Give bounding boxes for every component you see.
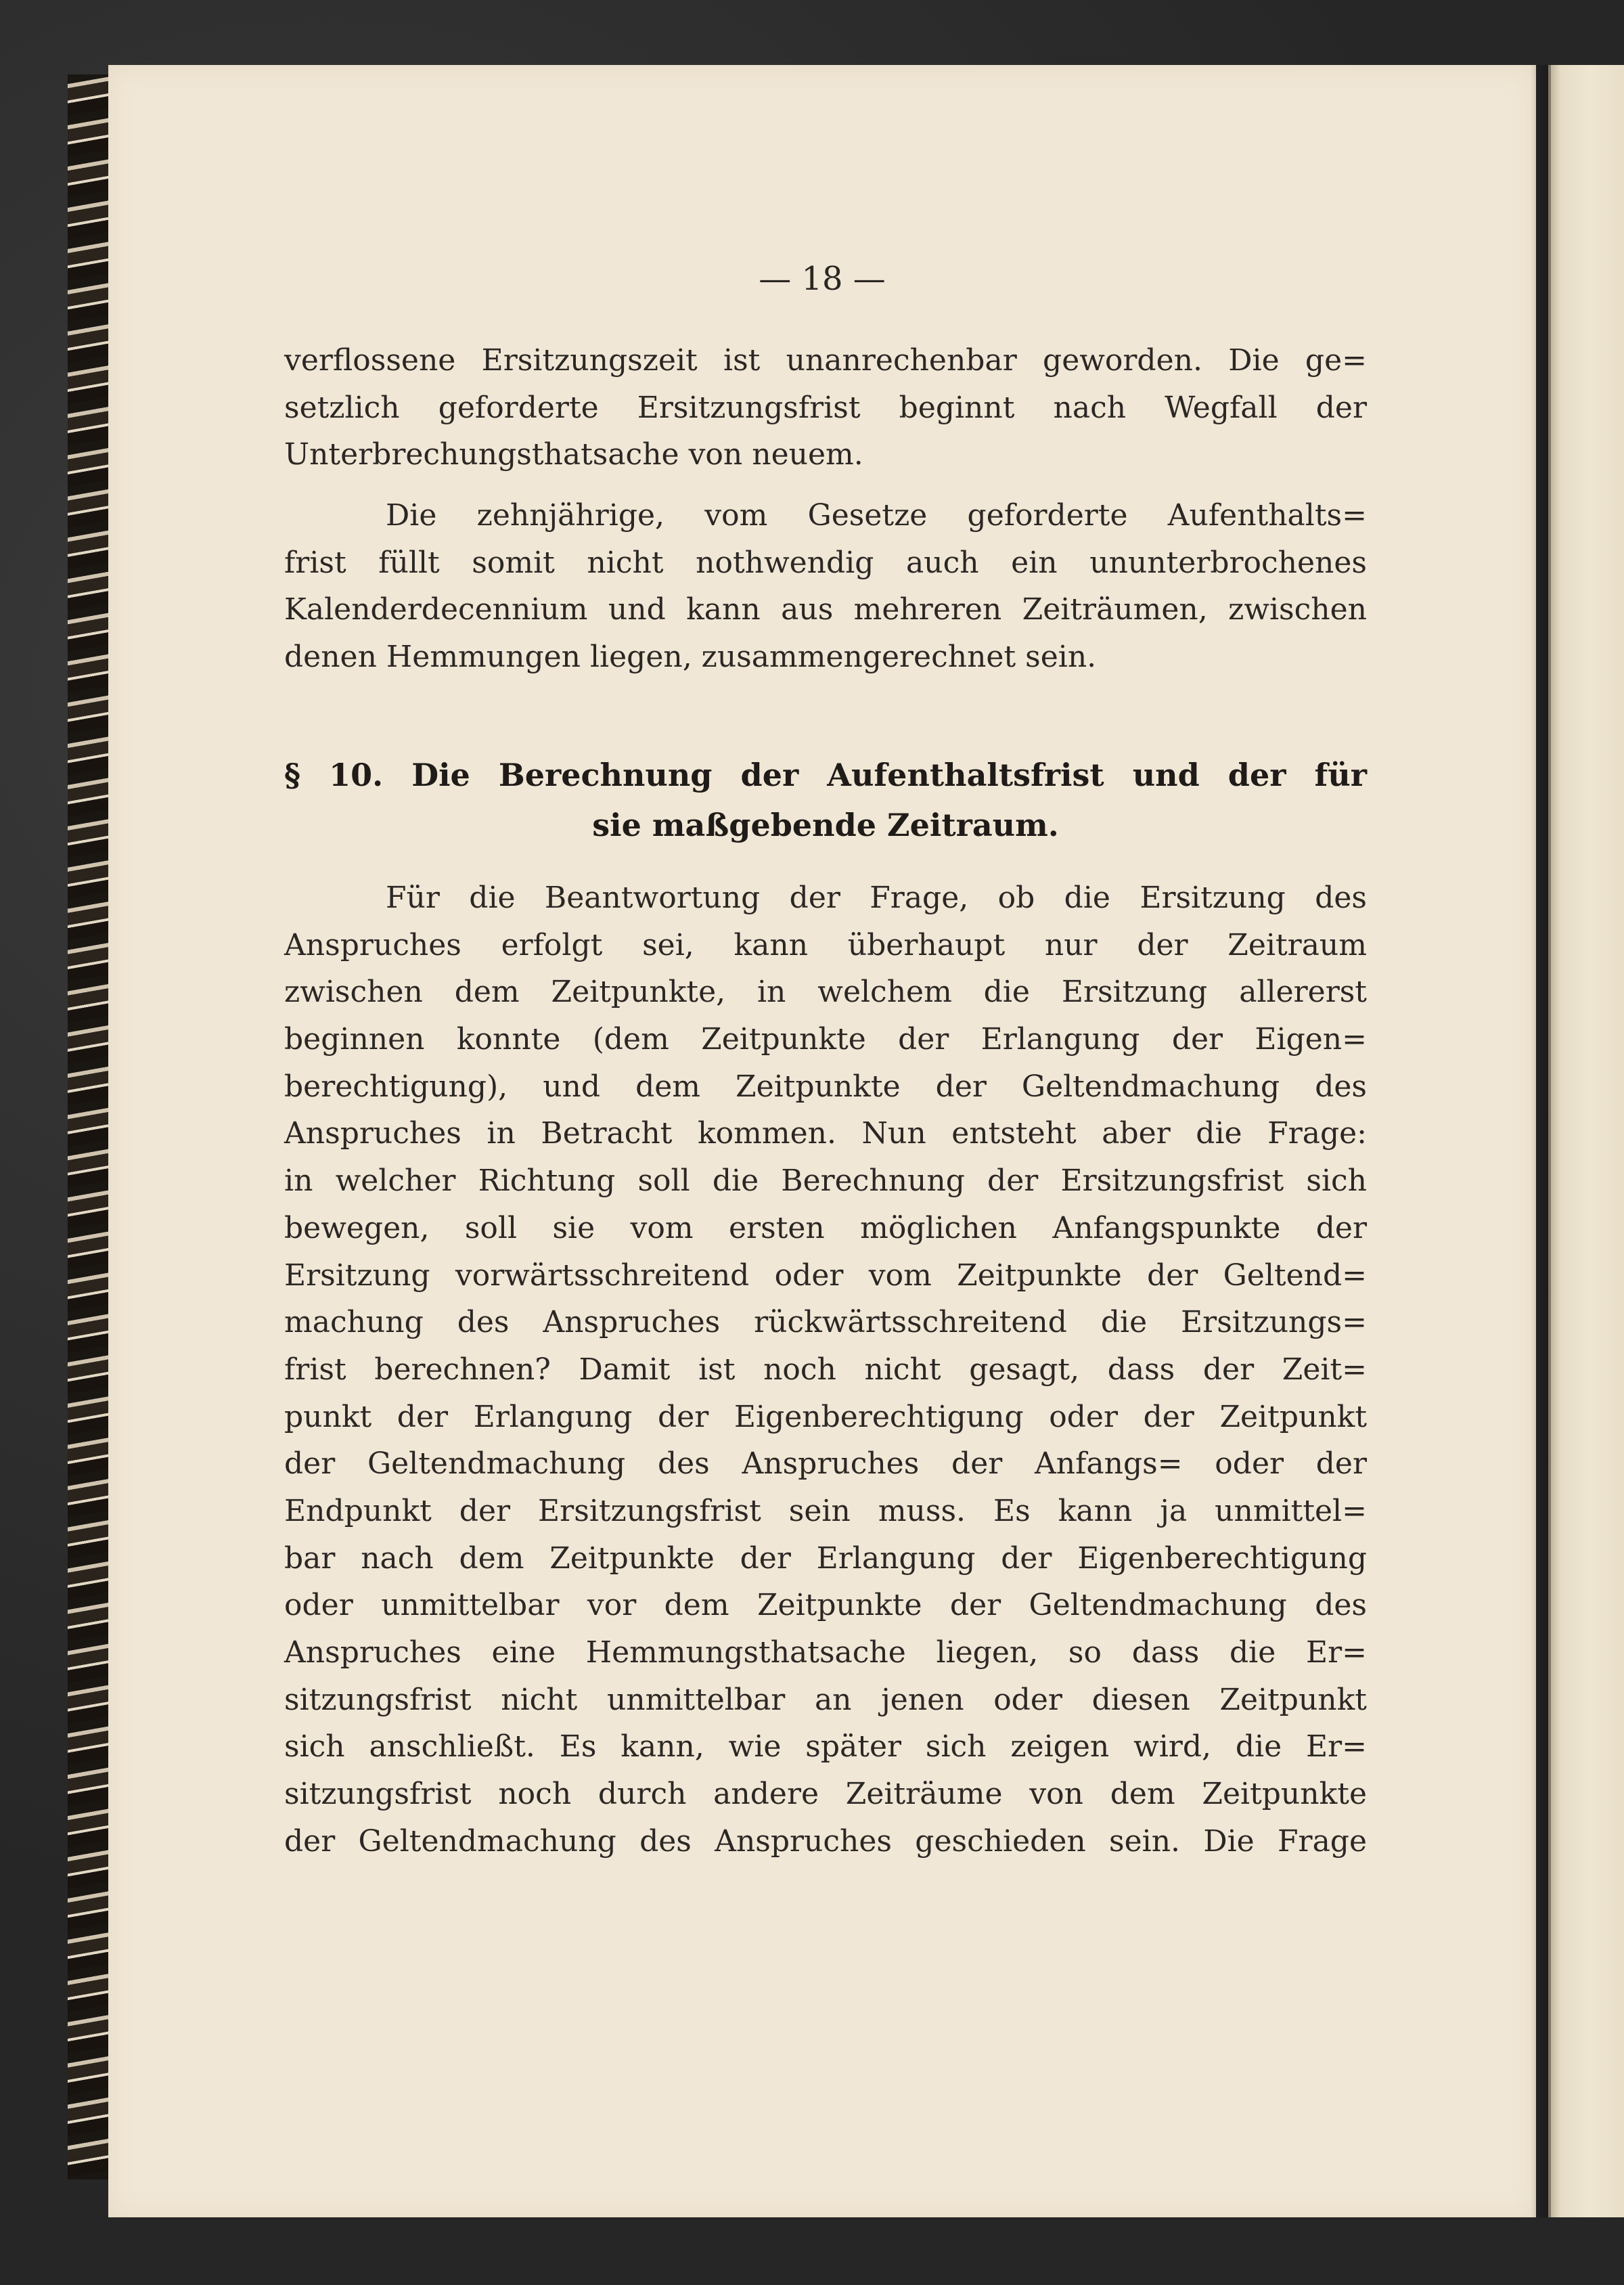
- text-line: Unterbrechungsthatsache von neuem.: [284, 437, 863, 472]
- book-binding-edge: [68, 74, 110, 2179]
- paragraph-3: [284, 874, 1367, 1865]
- text-line: der Geltendmachung des Anspruches der Anfangs= oder der: [284, 1446, 1367, 1482]
- adjacent-page-edge: [1548, 65, 1624, 2217]
- text-line: Für die Beantwortung der Frage, ob die Ersitzung des: [386, 881, 1367, 915]
- text-line: sich anschließt. Es kann, wie später sich zeigen wird, die Er=: [284, 1729, 1367, 1765]
- text-line: frist füllt somit nicht nothwendig auch ein ununterbrochenes: [284, 545, 1367, 580]
- paragraph-2: [284, 492, 1367, 681]
- text-line: bewegen, soll sie vom ersten möglichen Anfangspunkte der: [284, 1210, 1367, 1245]
- text-line: in welcher Richtung soll die Berechnung der Ersitzungsfrist sich: [284, 1163, 1367, 1199]
- text-line: punkt der Erlangung der Eigenberechtigung oder der Zeitpunkt: [284, 1399, 1367, 1434]
- text-line: sitzungsfrist nicht unmittelbar an jenen oder diesen Zeitpunkt: [284, 1682, 1367, 1717]
- spine-shadow: [1531, 65, 1551, 2217]
- page-number: — 18 —: [759, 260, 886, 298]
- text-line: Endpunkt der Ersitzungsfrist sein muss. Es kann ja unmittel=: [284, 1493, 1367, 1528]
- text-line: machung des Anspruches rückwärtsschreitend die Ersitzungs=: [284, 1305, 1367, 1340]
- text-line: berechtigung), und dem Zeitpunkte der Geltendmachung des: [284, 1069, 1367, 1104]
- text-line: Ersitzung vorwärtsschreitend oder vom Zeitpunkte der Geltend=: [284, 1258, 1367, 1293]
- text-line: Die zehnjährige, vom Gesetze geforderte Aufenthalts=: [386, 498, 1367, 533]
- section-heading-line-1: § 10. Die Berechnung der Aufenthaltsfrist und der für: [284, 757, 1367, 793]
- paragraph-1: [284, 337, 1367, 479]
- text-line: zwischen dem Zeitpunkte, in welchem die Ersitzung allererst: [284, 975, 1367, 1010]
- text-line: denen Hemmungen liegen, zusammengerechnet sein.: [284, 640, 1097, 675]
- text-line: verflossene Ersitzungszeit ist unanrechenbar geworden. Die ge=: [284, 343, 1367, 378]
- text-line: der Geltendmachung des Anspruches geschieden sein. Die Frage: [284, 1823, 1367, 1859]
- text-line: setzlich geforderte Ersitzungsfrist beginnt nach Wegfall der: [284, 390, 1367, 425]
- text-line: oder unmittelbar vor dem Zeitpunkte der Geltendmachung des: [284, 1588, 1367, 1623]
- text-line: beginnen konnte (dem Zeitpunkte der Erlangung der Eigen=: [284, 1022, 1367, 1057]
- section-heading: [284, 750, 1367, 850]
- text-line: bar nach dem Zeitpunkte der Erlangung der Eigenberechtigung: [284, 1540, 1367, 1576]
- text-line: sitzungsfrist noch durch andere Zeiträume von dem Zeitpunkte: [284, 1777, 1367, 1812]
- section-heading-line-2: sie maßgebende Zeitraum.: [592, 807, 1059, 843]
- text-line: Anspruches erfolgt sei, kann überhaupt nur der Zeitraum: [284, 927, 1367, 962]
- text-line: Kalenderdecennium und kann aus mehreren Zeiträumen, zwischen: [284, 592, 1367, 627]
- text-line: frist berechnen? Damit ist noch nicht gesagt, dass der Zeit=: [284, 1352, 1367, 1387]
- text-line: Anspruches in Betracht kommen. Nun entsteht aber die Frage:: [284, 1116, 1367, 1151]
- text-line: Anspruches eine Hemmungsthatsache liegen, so dass die Er=: [284, 1635, 1367, 1670]
